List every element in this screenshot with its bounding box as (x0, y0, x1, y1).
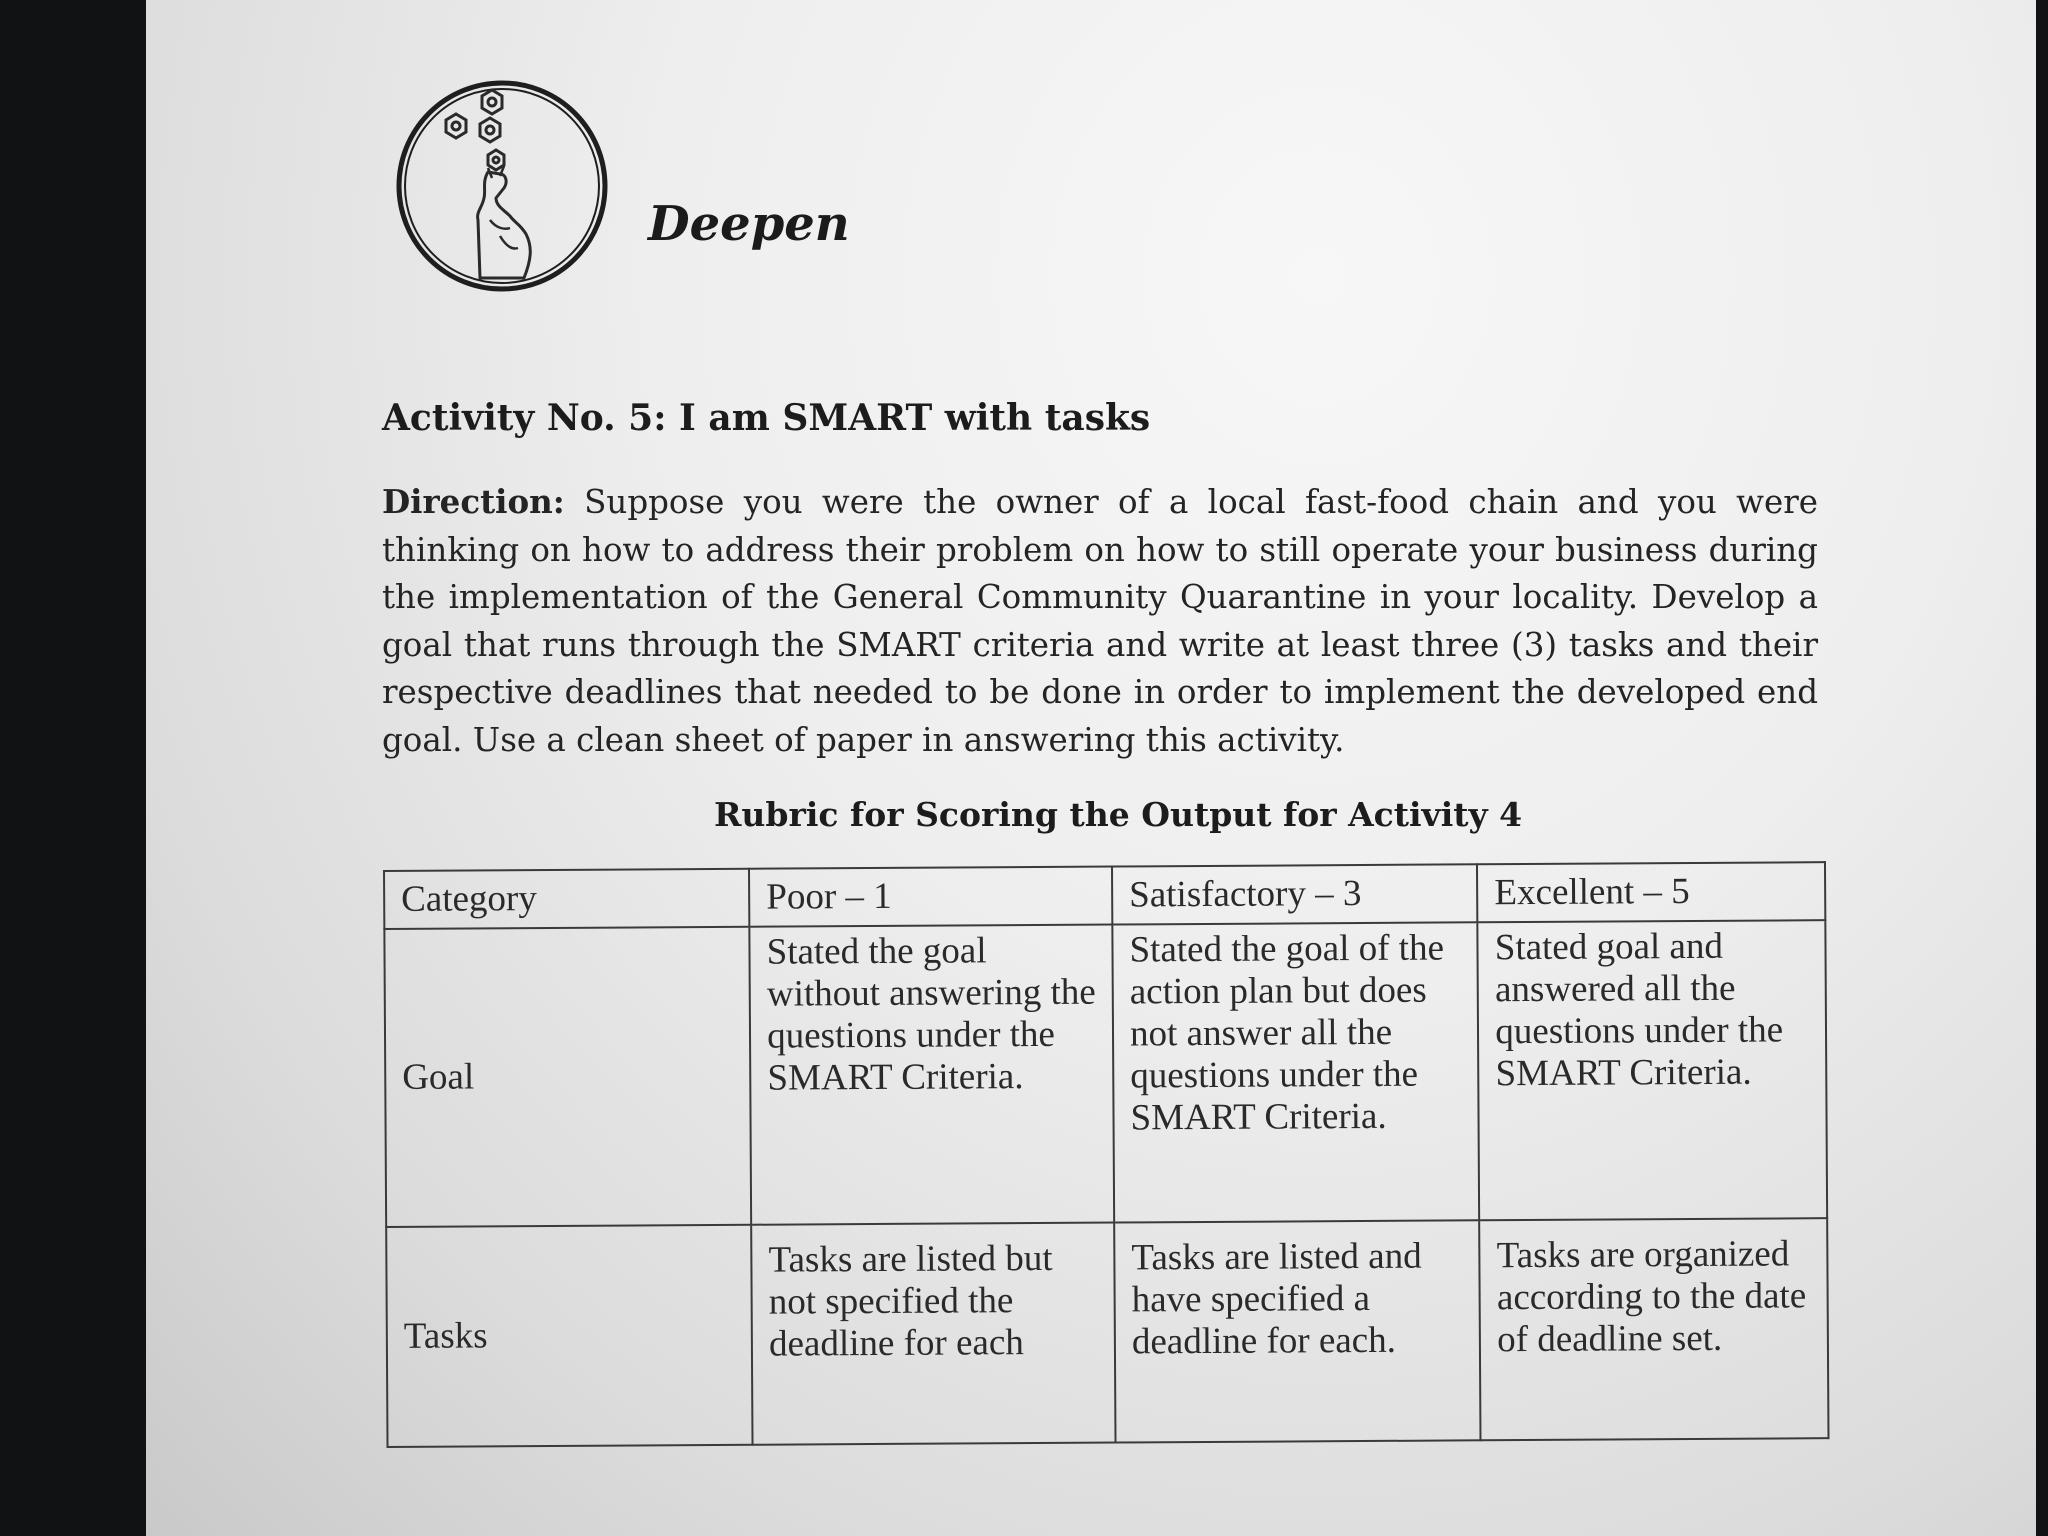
direction-label: Direction: (382, 482, 565, 521)
rubric-table (383, 861, 1830, 1448)
cell-satisfactory: Tasks are listed and have specified a deadline for each. (1114, 1220, 1481, 1442)
header-poor: Poor – 1 (749, 867, 1112, 927)
row-category: Tasks (386, 1225, 752, 1447)
hand-holding-gears-icon (392, 78, 612, 292)
header-category: Category (384, 869, 750, 929)
table-row (384, 920, 1827, 1227)
cell-excellent: Tasks are organized according to the date of deadline set. (1479, 1218, 1828, 1440)
rubric-title: Rubric for Scoring the Output for Activity 4 (714, 795, 1523, 834)
header-satisfactory: Satisfactory – 3 (1112, 864, 1478, 924)
cell-poor: Stated the goal without answering the questions under the SMART Criteria. (750, 925, 1115, 1225)
rubric-header-row (384, 862, 1825, 929)
table-row (386, 1218, 1828, 1447)
cell-excellent: Stated goal and answered all the questions under the SMART Criteria. (1478, 920, 1828, 1220)
activity-title: Activity No. 5: I am SMART with tasks (382, 397, 1151, 439)
cell-satisfactory: Stated the goal of the action plan but does not answer all the questions under the SMART Criteria. (1112, 922, 1479, 1222)
row-category: Goal (384, 927, 751, 1227)
cell-poor: Tasks are listed but not specified the deadline for each (751, 1223, 1115, 1445)
direction-text: Suppose you were the owner of a local fast-food chain and you were thinking on how to address their problem on how to still operate your business during the implementation of the General Community Quarantine in your locality. Develop a goal that runs through the SMART criteria and write at least three (3) tasks and their respective deadlines that needed to be done in order to implement the developed end goal. Use a clean sheet of paper in answering this activity. (382, 483, 1818, 759)
direction-paragraph (382, 478, 1818, 764)
section-title: Deepen (648, 196, 850, 252)
header-excellent: Excellent – 5 (1477, 862, 1825, 922)
